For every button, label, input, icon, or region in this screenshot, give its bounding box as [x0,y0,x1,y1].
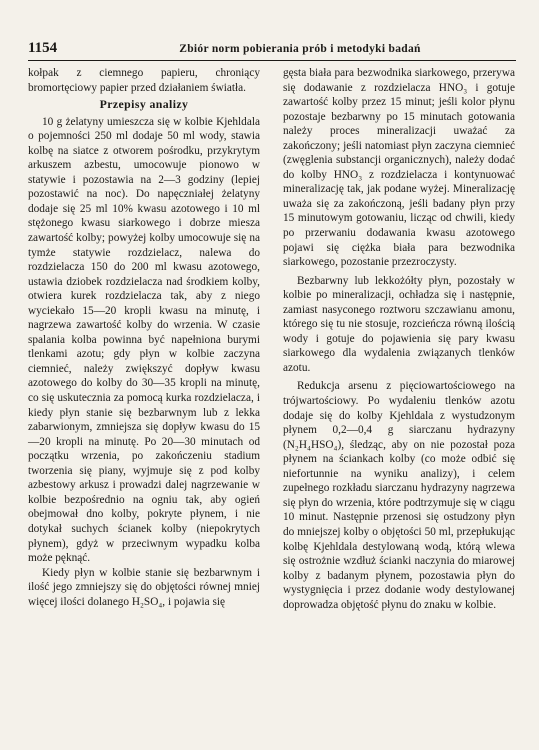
body-paragraph: Kiedy płyn w kolbie stanie się bezbarwnym i ilość jego zmniejszy się do objętości równej mniej więcej ilości dolanego H₂SO₄, i pojawia się [28,566,260,608]
header-rule [28,60,516,61]
left-column [28,66,260,609]
body-paragraph: Bezbarwny lub lekkożółty płyn, pozostały w kolbie po mineralizacji, ochładza się i następnie, zamiast nasyconego roztworu szczawianu amonu, którego się tu nie stosuje, rozcieńcza równą ilością wody i gotuje do pojawienia się pary kwasu siarkowego dla wydalenia związanych tlenków azotu. [283,274,515,374]
section-heading: Przepisy analizy [99,97,189,112]
right-column [283,66,515,612]
running-title: Zbiór norm pobierania prób i metodyki badań [179,43,421,55]
body-paragraph: 10 g żelatyny umieszcza się w kolbie Kjehldala o pojemności 250 ml dodaje 50 ml wody, stawia kolbę na siatce z otworem pośrodku, przykrytym arkuszem azbestu, umocowuje pionowo w statywie i pozostawia na 2—3 godziny (lepiej pozostawić na noc). Do napęczniałej żelatyny dodaje się 25 ml 10% kwasu azotowego i 10 ml stężonego kwasu siarkowego i dobrze miesza zawartość kolby; powyżej kolby umocowuje się na tymże statywie rozdzielacz, nalewa do rozdzielacza 150 do 200 ml kwasu azotowego, ustawia dziobek rozdzielacza nad środkiem kolby, otwiera kurek rozdzielacza tak, aby z niego wyciekało 15—20 kropli kwasu na minutę, i nagrzewa zawartość kolby do wrzenia. W czasie spalania kolba powinna być napełniona burymi tlenkami azotu; gdy płyn w kolbie zaczyna ciemnieć, należy zwiększyć dopływ kwasu azotowego do kolby do 30—35 kropli na minutę, co się uskutecznia za pomocą kurka rozdzielacza, i kiedy płyn stanie się bezbarwnym lub z lekka zabarwionym, zmniejsza się dopływ kwasu do 15—20 kropli na minutę. Po 20—30 minutach od początku wrzenia, po zakończeniu stadium tworzenia się piany, wyjmuje się z pod kolby azbestowy arkusz i prowadzi dalej nagrzewanie w kolbie bezpośrednio na ogniu tak, aby ogień obejmował dno kolby, pokryte płynem, i nie dotykał suchych ścianek kolby (niepokrytych płynem), gdyż w przeciwnym wypadku kolba może pęknąć. [28,115,260,565]
body-paragraph: Redukcja arsenu z pięciowartościowego na trójwartościowy. Po wydaleniu tlenków azotu dodaje się do kolby Kjehldala z wystudzonym płynem 0,2—0,4 g siarczanu hydrazyny (N₂H₄HSO₄), śledząc, aby on nie pozostał poza płynem na ściankach kolby (co może odbić się niefortunnie na wyniku analizy), i celem zupełnego rozkładu siarczanu hydrazyny nagrzewa się płyn do wrzenia, które podtrzymuje się w ciągu 10 minut. Następnie przenosi się ostudzony płyn do mniejszej kolby o objętości 50 ml, przepłukując kolbę Kjehldala destylowaną wodą, którą wlewa się ostrożnie wzdłuż ścianki naczynia do miarowej kolby z badanym płynem, pozostawia płyn do wystygnięcia i przez dodanie wody destylowanej doprowadza objętość płynu do znaku w kolbie. [283,380,515,611]
page-number: 1154 [28,40,58,56]
page-header [28,40,516,57]
intro-paragraph: kołpak z ciemnego papieru, chroniący bromortęciowy papier przed działaniem światła. [28,67,260,94]
body-paragraph: gęsta biała para bezwodnika siarkowego, przerywa się dodawanie z rozdzielacza HNO₃ i gotuje zawartość kolby przez 15 minut; jeśli kolor płynu pozostaje bezbarwny po 15 minutach gotowania należy proces mineralizacji uważać za zakończony; jeśli natomiast płyn zaczyna ciemnieć (zwęglenia substancji organicznych), należy dodać do kolby HNO₃ z rozdzielacza i kontynuować mineralizację tak, jak podane wyżej. Mineralizację uważa się za zakończoną, jeśli badany płyn przy 15 minutowym gotowaniu, licząc od chwili, kiedy po przerwaniu dodawania kwasu azotowego pojawi się ciężka biała para bezwodnika siarkowego, pozostanie przezroczysty. [283,67,515,269]
